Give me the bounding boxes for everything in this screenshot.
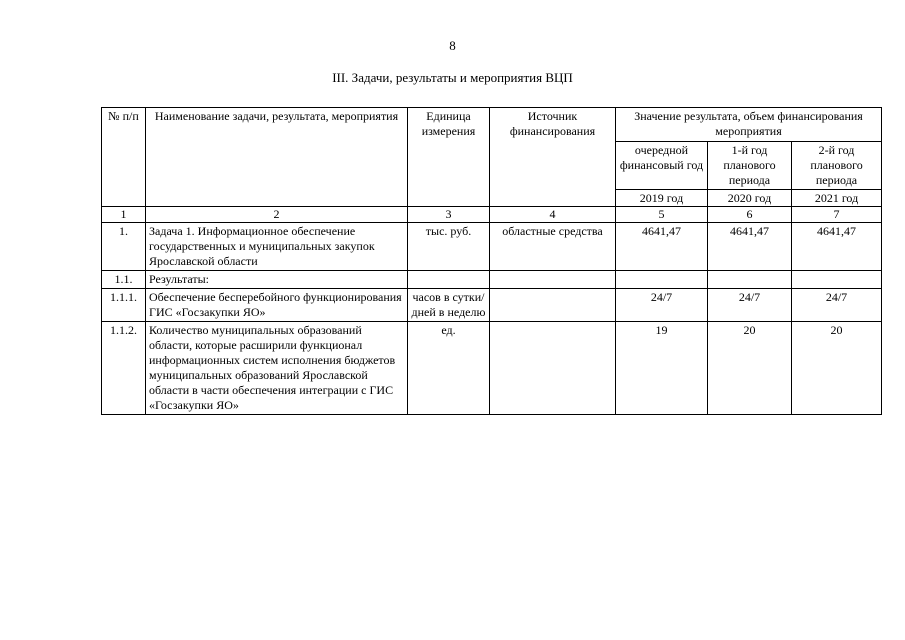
row-value-2020: 4641,47 [708,223,792,271]
row-name: Обеспечение бесперебойного функционирования ГИС «Госзакупки ЯО» [146,289,408,322]
row-source: областные средства [490,223,616,271]
row-value-2021: 24/7 [792,289,882,322]
row-source [490,271,616,289]
table-row [102,322,882,415]
row-unit: часов в сутки/ дней в неделю [408,289,490,322]
header-source: Источник финансирования [490,108,616,207]
header-unit: Единица измерения [408,108,490,207]
row-num: 1.1.1. [102,289,146,322]
row-num: 1.1.2. [102,322,146,415]
row-value-2021 [792,271,882,289]
table-row [102,223,882,271]
results-table [101,107,882,415]
header-period-label: 1-й год планового периода [708,142,792,190]
row-unit: ед. [408,322,490,415]
row-value-2019 [616,271,708,289]
column-number: 4 [490,207,616,223]
header-num: № п/п [102,108,146,207]
row-name: Количество муниципальных образований области, которые расширили функционал информационных систем исполнения бюджетов муниципальных образований Ярославской области в части обеспечения интеграции с ГИС «Госзакупки ЯО» [146,322,408,415]
page-number: 8 [449,38,456,53]
row-value-2020 [708,271,792,289]
column-number: 6 [708,207,792,223]
row-unit [408,271,490,289]
header-name: Наименование задачи, результата, мероприятия [146,108,408,207]
row-source [490,322,616,415]
row-source [490,289,616,322]
column-number: 5 [616,207,708,223]
header-value-group: Значение результата, объем финансирования мероприятия [616,108,882,142]
row-value-2019: 24/7 [616,289,708,322]
row-num: 1.1. [102,271,146,289]
row-num: 1. [102,223,146,271]
header-year: 2020 год [708,190,792,207]
row-name: Результаты: [146,271,408,289]
row-value-2019: 19 [616,322,708,415]
row-value-2021: 4641,47 [792,223,882,271]
header-period-label: 2-й год планового периода [792,142,882,190]
row-unit: тыс. руб. [408,223,490,271]
row-value-2020: 24/7 [708,289,792,322]
row-value-2020: 20 [708,322,792,415]
row-value-2021: 20 [792,322,882,415]
column-number: 3 [408,207,490,223]
table-row [102,289,882,322]
header-period-label: очередной финансовый год [616,142,708,190]
column-number: 2 [146,207,408,223]
table-row [102,271,882,289]
header-row [102,108,882,142]
row-name: Задача 1. Информационное обеспечение государственных и муниципальных закупок Ярославской области [146,223,408,271]
column-number: 1 [102,207,146,223]
header-year: 2021 год [792,190,882,207]
header-year: 2019 год [616,190,708,207]
row-value-2019: 4641,47 [616,223,708,271]
section-title: III. Задачи, результаты и мероприятия ВЦП [332,70,573,85]
column-number-row [102,207,882,223]
column-number: 7 [792,207,882,223]
